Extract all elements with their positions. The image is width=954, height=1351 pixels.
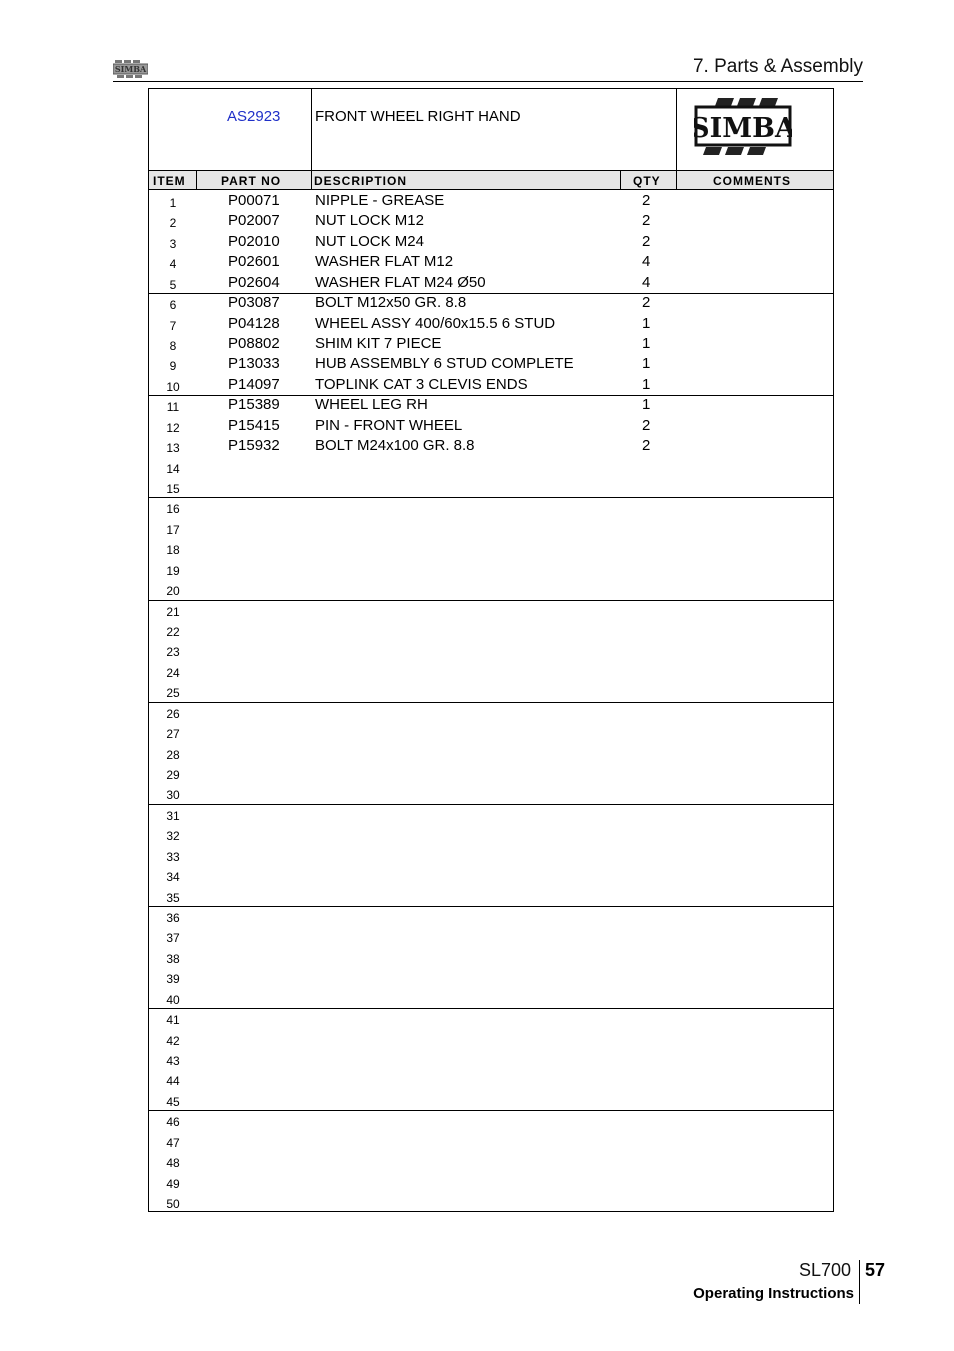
part-number: P00071 <box>228 192 280 209</box>
quantity: 1 <box>642 375 651 393</box>
item-number: 1 <box>169 196 177 210</box>
table-row <box>149 1068 833 1088</box>
divider <box>311 89 312 171</box>
assembly-code[interactable]: AS2923 <box>227 108 281 125</box>
section-title: 7. Parts & Assembly <box>692 56 863 77</box>
table-row <box>149 987 833 1007</box>
quantity: 1 <box>642 396 651 414</box>
table-row <box>149 353 833 373</box>
simba-logo-small <box>113 60 148 78</box>
part-description: WASHER FLAT M12 <box>315 253 454 271</box>
item-number: 4 <box>169 257 177 272</box>
table-row <box>149 578 833 598</box>
quantity: 2 <box>642 416 651 434</box>
item-number: 13 <box>166 441 180 456</box>
item-number: 23 <box>166 645 180 660</box>
table-row <box>149 885 833 905</box>
item-number: 19 <box>166 563 180 578</box>
part-number: P02007 <box>228 212 280 230</box>
item-number: 50 <box>166 1197 180 1212</box>
table-row <box>149 762 833 782</box>
item-number: 37 <box>166 931 180 946</box>
item-number: 18 <box>166 543 180 558</box>
table-row <box>149 1048 833 1068</box>
table-row <box>149 680 833 700</box>
table-row <box>149 864 833 884</box>
part-number: P02010 <box>228 232 280 250</box>
item-number: 46 <box>166 1115 180 1130</box>
quantity: 2 <box>642 192 651 209</box>
item-number: 27 <box>166 727 180 742</box>
item-number: 6 <box>169 298 177 313</box>
table-row <box>149 1089 833 1109</box>
quantity: 4 <box>642 273 651 291</box>
column-header-comments: COMMENTS <box>713 174 791 188</box>
item-number: 22 <box>166 625 180 640</box>
quantity: 2 <box>642 212 651 230</box>
item-number: 21 <box>166 604 180 619</box>
item-number: 5 <box>169 277 177 292</box>
page-number: 57 <box>865 1260 886 1280</box>
model-name: SL700 <box>799 1260 852 1280</box>
item-number: 43 <box>166 1054 180 1069</box>
quantity: 4 <box>642 253 651 271</box>
table-row <box>149 1150 833 1170</box>
table-row <box>149 742 833 762</box>
item-number: 30 <box>166 788 180 803</box>
table-row <box>149 803 833 823</box>
item-number: 45 <box>166 1094 180 1109</box>
table-row <box>149 231 833 251</box>
table-header-row <box>149 170 833 190</box>
item-number: 26 <box>166 706 180 721</box>
column-header-item: ITEM <box>153 174 186 188</box>
table-row <box>149 190 833 210</box>
table-row <box>149 599 833 619</box>
quantity: 1 <box>642 355 651 373</box>
part-number: P15932 <box>228 437 280 455</box>
item-number: 25 <box>166 686 180 701</box>
table-row <box>149 1130 833 1150</box>
part-description: NUT LOCK M12 <box>315 212 424 230</box>
item-number: 2 <box>169 216 177 231</box>
column-header-part-no: PART NO <box>221 174 282 188</box>
logo-text: SIMBA <box>114 64 147 74</box>
part-number: P04128 <box>228 314 280 332</box>
quantity: 2 <box>642 437 651 455</box>
item-number: 41 <box>166 1013 180 1028</box>
table-row <box>149 1028 833 1048</box>
table-row <box>149 823 833 843</box>
item-number: 14 <box>166 461 180 476</box>
footer-divider <box>859 1260 860 1304</box>
item-number: 10 <box>166 379 180 394</box>
part-number: P02601 <box>228 253 280 271</box>
table-row <box>149 946 833 966</box>
table-row <box>149 251 833 271</box>
item-number: 11 <box>166 400 180 415</box>
item-number: 31 <box>166 808 180 823</box>
item-number: 32 <box>166 829 180 844</box>
item-number: 16 <box>166 502 180 517</box>
table-row <box>149 476 833 496</box>
item-number: 44 <box>166 1074 180 1089</box>
part-number: P02604 <box>228 273 280 291</box>
logo-text: SIMBA <box>694 113 792 144</box>
table-row <box>149 558 833 578</box>
quantity: 1 <box>642 335 651 352</box>
part-number: P13033 <box>228 355 280 373</box>
table-row <box>149 394 833 414</box>
part-number: P03087 <box>228 294 280 312</box>
item-number: 7 <box>169 318 177 333</box>
part-description: WHEEL LEG RH <box>315 396 428 414</box>
part-number: P15415 <box>228 416 280 434</box>
table-row <box>149 844 833 864</box>
table-row <box>149 537 833 557</box>
table-row <box>149 639 833 659</box>
item-number: 48 <box>166 1156 180 1171</box>
column-header-description: DESCRIPTION <box>314 174 408 188</box>
table-row <box>149 333 833 353</box>
item-number: 35 <box>166 890 180 905</box>
part-number: P14097 <box>228 375 280 393</box>
part-description: SHIM KIT 7 PIECE <box>315 335 442 352</box>
assembly-title: FRONT WHEEL RIGHT HAND <box>315 108 521 125</box>
quantity: 2 <box>642 232 651 250</box>
table-row <box>149 701 833 721</box>
item-number: 17 <box>166 522 180 537</box>
column-header-qty: QTY <box>633 174 661 188</box>
quantity: 1 <box>642 314 651 332</box>
quantity: 2 <box>642 294 651 312</box>
item-number: 12 <box>166 420 180 435</box>
table-row <box>149 415 833 435</box>
table-row <box>149 435 833 455</box>
item-number: 39 <box>166 972 180 987</box>
item-number: 15 <box>166 482 180 497</box>
part-description: BOLT M12x50 GR. 8.8 <box>315 294 467 312</box>
item-number: 36 <box>166 911 180 926</box>
header-divider <box>113 81 863 82</box>
part-description: HUB ASSEMBLY 6 STUD COMPLETE <box>315 355 574 373</box>
table-row <box>149 1109 833 1129</box>
table-row <box>149 272 833 292</box>
table-row <box>149 496 833 516</box>
table-row <box>149 313 833 333</box>
item-number: 47 <box>166 1135 180 1150</box>
table-row <box>149 292 833 312</box>
item-number: 20 <box>166 584 180 599</box>
table-row <box>149 782 833 802</box>
part-number: P15389 <box>228 396 280 414</box>
footer-subtitle: Operating Instructions <box>693 1285 854 1302</box>
item-number: 3 <box>169 236 177 251</box>
item-number: 40 <box>166 992 180 1007</box>
item-number: 29 <box>166 768 180 783</box>
item-number: 38 <box>166 951 180 966</box>
table-row <box>149 1007 833 1027</box>
part-description: PIN - FRONT WHEEL <box>315 416 463 434</box>
table-row <box>149 905 833 925</box>
part-number: P08802 <box>228 335 280 352</box>
part-description: BOLT M24x100 GR. 8.8 <box>315 437 475 455</box>
table-row <box>149 721 833 741</box>
item-number: 33 <box>166 849 180 864</box>
simba-logo <box>694 96 792 158</box>
table-row <box>149 660 833 680</box>
table-row <box>149 925 833 945</box>
item-number: 8 <box>169 339 177 353</box>
table-row <box>149 374 833 394</box>
table-row <box>149 517 833 537</box>
table-row <box>149 210 833 230</box>
item-number: 34 <box>166 870 180 885</box>
table-row <box>149 966 833 986</box>
part-description: NIPPLE - GREASE <box>315 192 445 209</box>
item-number: 24 <box>166 665 180 680</box>
part-description: WASHER FLAT M24 Ø50 <box>315 273 486 291</box>
table-row <box>149 1191 833 1211</box>
part-description: WHEEL ASSY 400/60x15.5 6 STUD <box>315 314 556 332</box>
item-number: 28 <box>166 747 180 762</box>
item-number: 49 <box>166 1176 180 1191</box>
table-row <box>149 456 833 476</box>
part-description: NUT LOCK M24 <box>315 232 424 250</box>
divider <box>676 89 677 171</box>
item-number: 9 <box>169 359 177 374</box>
item-number: 42 <box>166 1033 180 1048</box>
table-row <box>149 1171 833 1191</box>
part-description: TOPLINK CAT 3 CLEVIS ENDS <box>315 375 528 393</box>
table-row <box>149 619 833 639</box>
